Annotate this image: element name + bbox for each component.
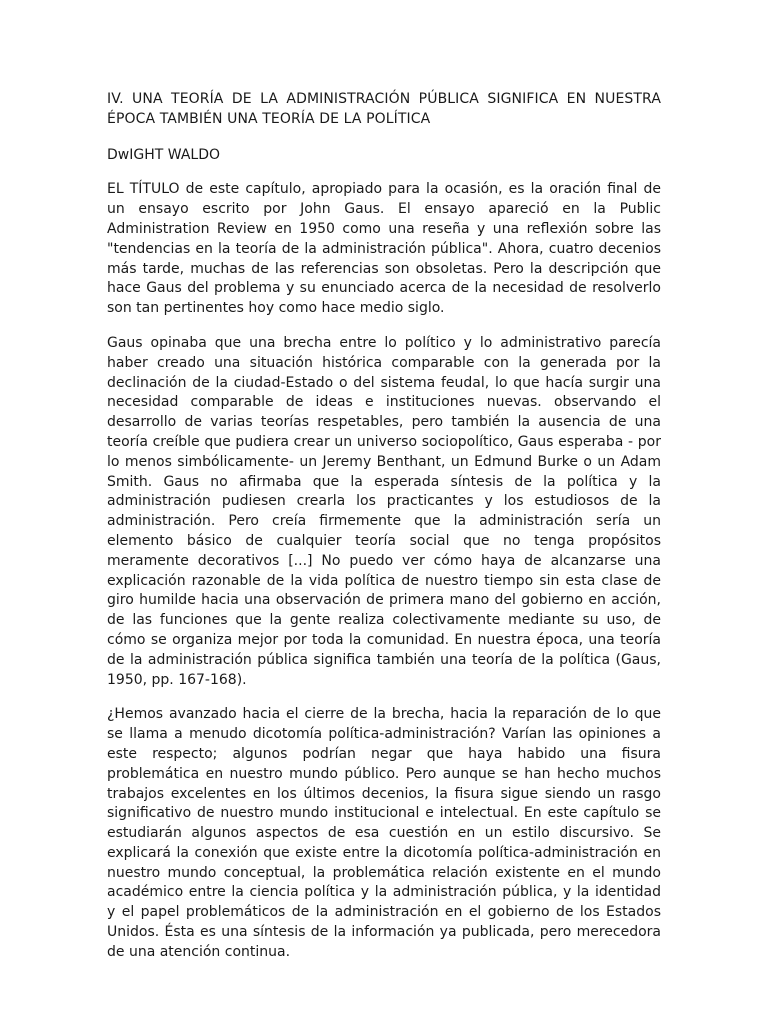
body-paragraph-1: EL TÍTULO de este capítulo, apropiado para la ocasión, es la oración final de un ensayo escrito por John Gaus. El ensayo apareció en la Public Administration Review en 1950 como una reseña y una reflexión sobre las "tendencias en la teoría de la administración pública". Ahora, cuatro decenios más tarde, muchas de las referencias son obsoletas. Pero la descripción que hace Gaus del problema y su enunciado acerca de la necesidad de resolverlo son tan pertinentes hoy como hace medio siglo. [107, 181, 661, 317]
body-paragraph-2: Gaus opinaba que una brecha entre lo político y lo administrativo parecía haber creado una situación histórica comparable con la generada por la declinación de la ciudad-Estado o del sistema feudal, lo que hacía surgir una necesidad comparable de ideas e instituciones nuevas. observando el desarrollo de varias teorías respetables, pero también la ausencia de una teoría creíble que pudiera crear un universo sociopolítico, Gaus esperaba - por lo menos simbólicamente- un Jeremy Benthant, un Edmund Burke o un Adam Smith. Gaus no afirmaba que la esperada síntesis de la política y la administración pudiesen crearla los practicantes y los estudiosos de la administración. Pero creía firmemente que la administración sería un elemento básico de cualquier teoría social que no tenga propósitos meramente decorativos [...] No puedo ver cómo haya de alcanzarse una explicación razonable de la vida política de nuestro tiempo sin esta clase de giro humilde hacia una observación de primera mano del gobierno en acción, de las funciones que la gente realiza colectivamente mediante su uso, de cómo se organiza mejor por toda la comunidad. En nuestra época, una teoría de la administración pública significa también una teoría de la política (Gaus, 1950, pp. 167-168). [107, 334, 661, 688]
body-paragraph-3: ¿Hemos avanzado hacia el cierre de la brecha, hacia la reparación de lo que se llama a menudo dicotomía política-administración? Varían las opiniones a este respecto; algunos podrían negar que haya habido una fisura problemática en nuestro mundo público. Pero aunque se han hecho muchos trabajos excelentes en los últimos decenios, la fisura sigue siendo un rasgo significativo de nuestro mundo institucional e intelectual. En este capítulo se estudiarán algunos aspectos de esa cuestión en un estilo discursivo. Se explicará la conexión que existe entre la dicotomía política-administración en nuestro mundo conceptual, la problemática relación existente en el mundo académico entre la ciencia política y la administración pública, y la identidad y el papel problemáticos de la administración en el gobierno de los Estados Unidos. Ésta es una síntesis de la información ya publicada, pero merecedora de una atención continua. [107, 706, 661, 960]
document-page [107, 90, 661, 978]
chapter-title: IV. UNA TEORÍA DE LA ADMINISTRACIÓN PÚBLICA SIGNIFICA EN NUESTRA ÉPOCA TAMBIÉN UNA TEORÍA DE LA POLÍTICA [107, 91, 661, 127]
author-name: DwIGHT WALDO [107, 146, 220, 163]
